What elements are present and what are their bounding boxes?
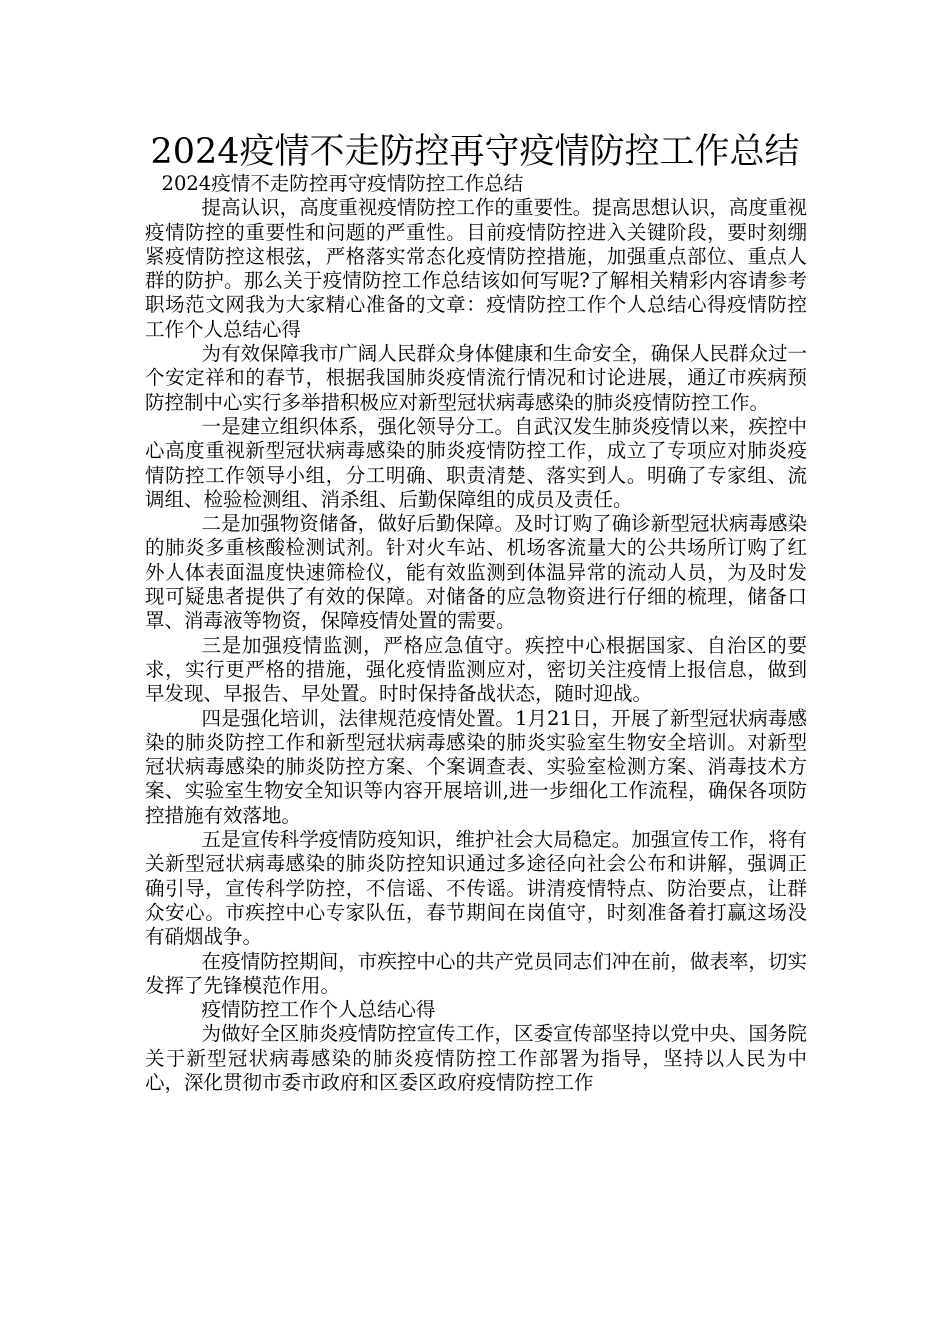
document-subtitle: 2024疫情不走防控再守疫情防控工作总结 xyxy=(161,172,524,195)
paragraph: 一是建立组织体系，强化领导分工。自武汉发生肺炎疫情以来，疾控中心高度重视新型冠状病毒感染的肺炎疫情防控工作，成立了专项应对肺炎疫情防控工作领导小组，分工明确、职责清楚、落实到人。明确了专家组、流调组、检验检测组、消杀组、后勤保障组的成员及责任。 xyxy=(145,414,807,511)
paragraph-intro: 提高认识，高度重视疫情防控工作的重要性。提高思想认识，高度重视疫情防控的重要性和问题的严重性。目前疫情防控进入关键阶段，要时刻绷紧疫情防控这根弦，严格落实常态化疫情防控措施，加强重点部位、重点人群的防护。那么关于疫情防控工作总结该如何写呢?了解相关精彩内容请参考职场范文网我为大家精心准备的文章：疫情防控工作个人总结心得疫情防控工作个人总结心得 xyxy=(145,196,807,341)
paragraph: 为有效保障我市广阔人民群众身体健康和生命安全，确保人民群众过一个安定祥和的春节，根据我国肺炎疫情流行情况和讨论进展，通辽市疾病预防控制中心实行多举措积极应对新型冠状病毒感染的肺炎疫情防控工作。 xyxy=(145,342,807,414)
section-heading: 疫情防控工作个人总结心得 xyxy=(201,998,436,1022)
paragraph: 三是加强疫情监测，严格应急值守。疾控中心根据国家、自治区的要求，实行更严格的措施，强化疫情监测应对，密切关注疫情上报信息，做到早发现、早报告、早处置。时时保持备战状态，随时迎战。 xyxy=(145,633,807,706)
paragraph: 在疫情防控期间，市疾控中心的共产党员同志们冲在前，做表率，切实发挥了先锋模范作用。 xyxy=(145,949,807,997)
paragraph: 五是宣传科学疫情防疫知识，维护社会大局稳定。加强宣传工作，将有关新型冠状病毒感染的肺炎防控知识通过多途径向社会公布和讲解，强调正确引导，宣传科学防控，不信谣、不传谣。讲清疫情特点、防治要点，让群众安心。市疾控中心专家队伍，春节期间在岗值守，时刻准备着打赢这场没有硝烟战争。 xyxy=(145,828,807,949)
paragraph: 为做好全区肺炎疫情防控宣传工作，区委宣传部坚持以党中央、国务院关于新型冠状病毒感染的肺炎疫情防控工作部署为指导，坚持以人民为中心，深化贯彻市委市政府和区委区政府疫情防控工作 xyxy=(145,1022,807,1094)
paragraph: 二是加强物资储备，做好后勤保障。及时订购了确诊新型冠状病毒感染的肺炎多重核酸检测试剂。针对火车站、机场客流量大的公共场所订购了红外人体表面温度快速筛检仪，能有效监测到体温异常的流动人员，为及时发现可疑患者提供了有效的保障。对储备的应急物资进行仔细的梳理，储备口罩、消毒液等物资，保障疫情处置的需要。 xyxy=(145,512,807,633)
document-body xyxy=(145,172,807,1095)
document-title: 2024疫情不走防控再守疫情防控工作总结 xyxy=(150,132,800,172)
paragraph: 四是强化培训，法律规范疫情处置。1月21日，开展了新型冠状病毒感染的肺炎防控工作和新型冠状病毒感染的肺炎实验室生物安全培训。对新型冠状病毒感染的肺炎防控方案、个案调查表、实验室检测方案、消毒技术方案、实验室生物安全知识等内容开展培训,进一步细化工作流程，确保各项防控措施有效落地。 xyxy=(145,706,807,827)
